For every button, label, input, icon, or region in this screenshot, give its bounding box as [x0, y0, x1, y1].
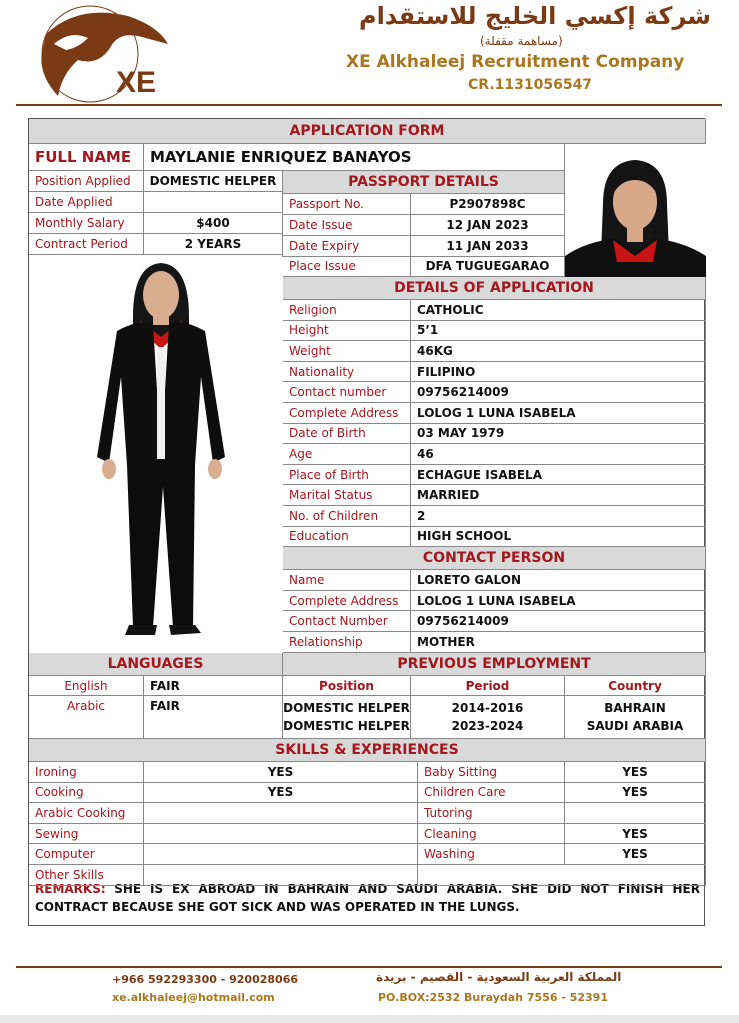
skill-value: YES	[565, 824, 706, 845]
details-field-label: Weight	[283, 341, 411, 362]
skill-value	[144, 824, 418, 845]
employment-header-period: Period	[411, 676, 565, 696]
details-field-value: 46KG	[411, 341, 706, 362]
skill-value	[144, 844, 418, 865]
details-field-label: Age	[283, 444, 411, 465]
details-field-label: Complete Address	[283, 403, 411, 424]
portrait-photo	[565, 144, 706, 277]
contact-field-label: Relationship	[283, 632, 411, 653]
details-title: DETAILS OF APPLICATION	[283, 277, 706, 300]
footer-phone: +966 592293300 - 920028066	[112, 973, 299, 986]
company-name-arabic: شركة إكسي الخليج للاستقدام	[358, 2, 711, 30]
employment-title: PREVIOUS EMPLOYMENT	[283, 653, 706, 676]
skill-value: YES	[565, 783, 706, 804]
form-title: APPLICATION FORM	[29, 119, 706, 144]
languages-title: LANGUAGES	[29, 653, 283, 676]
details-field-value: FILIPINO	[411, 362, 706, 383]
details-field-label: Place of Birth	[283, 465, 411, 486]
skill-value: YES	[144, 762, 418, 783]
contact-field-label: Complete Address	[283, 591, 411, 612]
employment-header-position: Position	[283, 676, 411, 696]
passport-field-label: Date Issue	[283, 215, 411, 236]
skill-value	[144, 865, 418, 886]
skill-value: YES	[565, 762, 706, 783]
details-field-value: 5’1	[411, 321, 706, 342]
details-field-label: Date of Birth	[283, 424, 411, 445]
employment-position: DOMESTIC HELPER	[283, 701, 410, 715]
skill-label: Other Skills	[29, 865, 144, 886]
details-field-value: 2	[411, 506, 706, 527]
skill-label: Washing	[418, 844, 565, 865]
header-divider	[16, 104, 722, 106]
skill-value: YES	[565, 844, 706, 865]
company-logo	[18, 4, 193, 104]
contact-field-label: Name	[283, 570, 411, 591]
basic-field-label: Date Applied	[29, 192, 144, 213]
language-level: FAIR	[144, 676, 283, 696]
details-field-value: MARRIED	[411, 485, 706, 506]
skill-value: YES	[144, 783, 418, 804]
employment-column-country	[565, 696, 706, 739]
employment-period: 2014-2016	[451, 701, 524, 715]
skill-label: Children Care	[418, 783, 565, 804]
employment-country: SAUDI ARABIA	[586, 719, 684, 733]
passport-title: PASSPORT DETAILS	[283, 171, 565, 194]
full-name-value: MAYLANIE ENRIQUEZ BANAYOS	[144, 144, 565, 171]
basic-field-label: Position Applied	[29, 171, 144, 192]
details-field-label: Marital Status	[283, 485, 411, 506]
basic-field-label: Monthly Salary	[29, 213, 144, 234]
footer-address-arabic: المملكة العربية السعودية - القصيم - بريدة	[376, 970, 622, 984]
basic-field-value: 2 YEARS	[144, 234, 283, 255]
basic-field-label: Contract Period	[29, 234, 144, 255]
full-body-photo	[29, 257, 283, 653]
language-name: English	[29, 676, 144, 696]
contact-field-value: LORETO GALON	[411, 570, 706, 591]
skill-value	[144, 803, 418, 824]
application-form	[28, 118, 705, 926]
full-name-label: FULL NAME	[29, 144, 144, 171]
details-field-value: LOLOG 1 LUNA ISABELA	[411, 403, 706, 424]
details-field-label: No. of Children	[283, 506, 411, 527]
skill-label: Cooking	[29, 783, 144, 804]
details-field-label: Nationality	[283, 362, 411, 383]
language-name: Arabic	[29, 696, 144, 739]
details-field-value: 03 MAY 1979	[411, 424, 706, 445]
passport-field-label: Place Issue	[283, 256, 411, 277]
logo-text: XE	[116, 66, 157, 99]
skill-value	[565, 803, 706, 824]
company-cr-number: CR.1131056547	[468, 77, 593, 93]
contact-title: CONTACT PERSON	[283, 547, 706, 570]
employment-header-country: Country	[565, 676, 706, 696]
skill-label: Ironing	[29, 762, 144, 783]
company-subtitle-arabic: (مساهمة مقفلة)	[480, 34, 563, 48]
skills-title: SKILLS & EXPERIENCES	[29, 739, 706, 762]
language-level: FAIR	[144, 696, 283, 739]
passport-field-label: Date Expiry	[283, 236, 411, 257]
employment-country: BAHRAIN	[604, 701, 666, 715]
employment-column-position	[283, 696, 411, 739]
skill-label: Cleaning	[418, 824, 565, 845]
employment-column-period	[411, 696, 565, 739]
details-field-label: Contact number	[283, 382, 411, 403]
passport-field-value: 12 JAN 2023	[411, 215, 565, 236]
footer-email[interactable]: xe.alkhaleej@hotmail.com	[112, 991, 275, 1004]
company-name-english: XE Alkhaleej Recruitment Company	[346, 52, 685, 72]
passport-field-value: 11 JAN 2033	[411, 236, 565, 257]
skill-label: Arabic Cooking	[29, 803, 144, 824]
skill-label: Baby Sitting	[418, 762, 565, 783]
skill-label: Sewing	[29, 824, 144, 845]
details-field-value: HIGH SCHOOL	[411, 527, 706, 548]
contact-field-value: 09756214009	[411, 611, 706, 632]
details-field-value: 46	[411, 444, 706, 465]
remarks-text: SHE IS EX ABROAD IN BAHRAIN AND SAUDI ARABIA. SHE DID NOT FINISH HER CONTRACT BECAUSE SHE GOT SICK AND WAS OPERATED IN THE LUNGS.	[35, 882, 700, 914]
skill-empty-cell	[418, 865, 706, 886]
footer-divider	[16, 966, 722, 968]
details-field-label: Height	[283, 321, 411, 342]
skill-label: Tutoring	[418, 803, 565, 824]
basic-spacer	[29, 255, 283, 257]
bottom-strip	[0, 1015, 739, 1023]
basic-field-value	[144, 192, 283, 213]
passport-field-value: DFA TUGUEGARAO	[411, 256, 565, 277]
footer-po-box: PO.BOX:2532 Buraydah 7556 - 52391	[378, 991, 608, 1004]
details-field-label: Religion	[283, 300, 411, 321]
details-field-value: 09756214009	[411, 382, 706, 403]
employment-position: DOMESTIC HELPER	[283, 719, 410, 733]
basic-field-value: $400	[144, 213, 283, 234]
details-field-value: CATHOLIC	[411, 300, 706, 321]
details-field-value: ECHAGUE ISABELA	[411, 465, 706, 486]
employment-period: 2023-2024	[451, 719, 524, 733]
details-field-label: Education	[283, 527, 411, 548]
skill-label: Computer	[29, 844, 144, 865]
passport-field-value: P2907898C	[411, 194, 565, 215]
basic-field-value: DOMESTIC HELPER	[144, 171, 283, 192]
contact-field-label: Contact Number	[283, 611, 411, 632]
remarks-label: REMARKS:	[35, 882, 106, 896]
contact-field-value: MOTHER	[411, 632, 706, 653]
passport-field-label: Passport No.	[283, 194, 411, 215]
contact-field-value: LOLOG 1 LUNA ISABELA	[411, 591, 706, 612]
